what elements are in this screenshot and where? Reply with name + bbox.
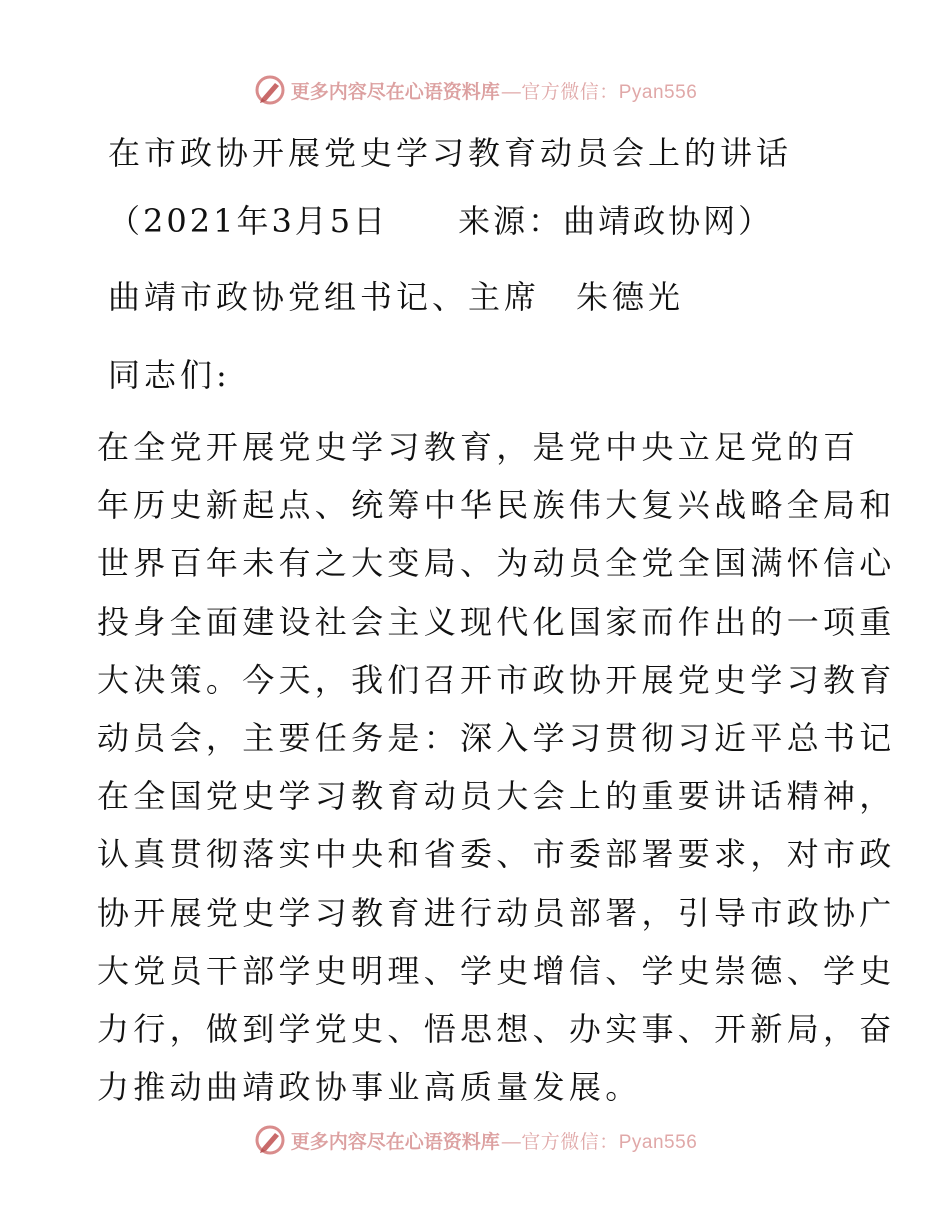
pen-logo-icon [253, 73, 287, 107]
body-line: 年历史新起点、统筹中华民族伟大复兴战略全局和 [97, 486, 896, 525]
document-greeting: 同志们: [108, 356, 231, 394]
watermark-footer [0, 1120, 950, 1160]
body-line: 力行，做到学党史、悟思想、办实事、开新局，奋 [97, 1009, 896, 1048]
body-line: 在全党开展党史学习教育，是党中央立足党的百 [97, 428, 860, 466]
watermark-contact: —官方微信：Pyan556 [501, 81, 698, 103]
body-line: 在全国党史学习教育动员大会上的重要讲话精神， [97, 777, 896, 816]
watermark-text: 更多内容尽在心语资料库 [290, 1130, 500, 1153]
watermark-text: 更多内容尽在心语资料库 [290, 80, 500, 103]
body-line: 大党员干部学史明理、学史增信、学史崇德、学史 [97, 951, 896, 990]
body-line: 投身全面建设社会主义现代化国家而作出的一项重 [97, 602, 896, 641]
body-line: 动员会，主要任务是：深入学习贯彻习近平总书记 [97, 718, 896, 757]
watermark-header [0, 70, 950, 110]
pen-logo-icon [253, 1123, 287, 1157]
body-line: 大决策。今天，我们召开市政协开展党史学习教育 [97, 660, 896, 699]
document-author: 曲靖市政协党组书记、主席 朱德光 [108, 278, 685, 316]
watermark-contact: —官方微信：Pyan556 [501, 1131, 698, 1153]
document-title: 在市政协开展党史学习教育动员会上的讲话 [108, 134, 793, 172]
body-line: 认真贯彻落实中央和省委、市委部署要求，对市政 [97, 835, 896, 874]
body-line: 世界百年未有之大变局、为动员全党全国满怀信心 [97, 544, 896, 583]
body-line: 协开展党史学习教育进行动员部署，引导市政协广 [97, 893, 896, 932]
body-line: 力推动曲靖政协事业高质量发展。 [97, 1068, 642, 1107]
document-dateline: （2021年3月5日 来源：曲靖政协网） [108, 202, 774, 240]
document-body [97, 418, 896, 1116]
